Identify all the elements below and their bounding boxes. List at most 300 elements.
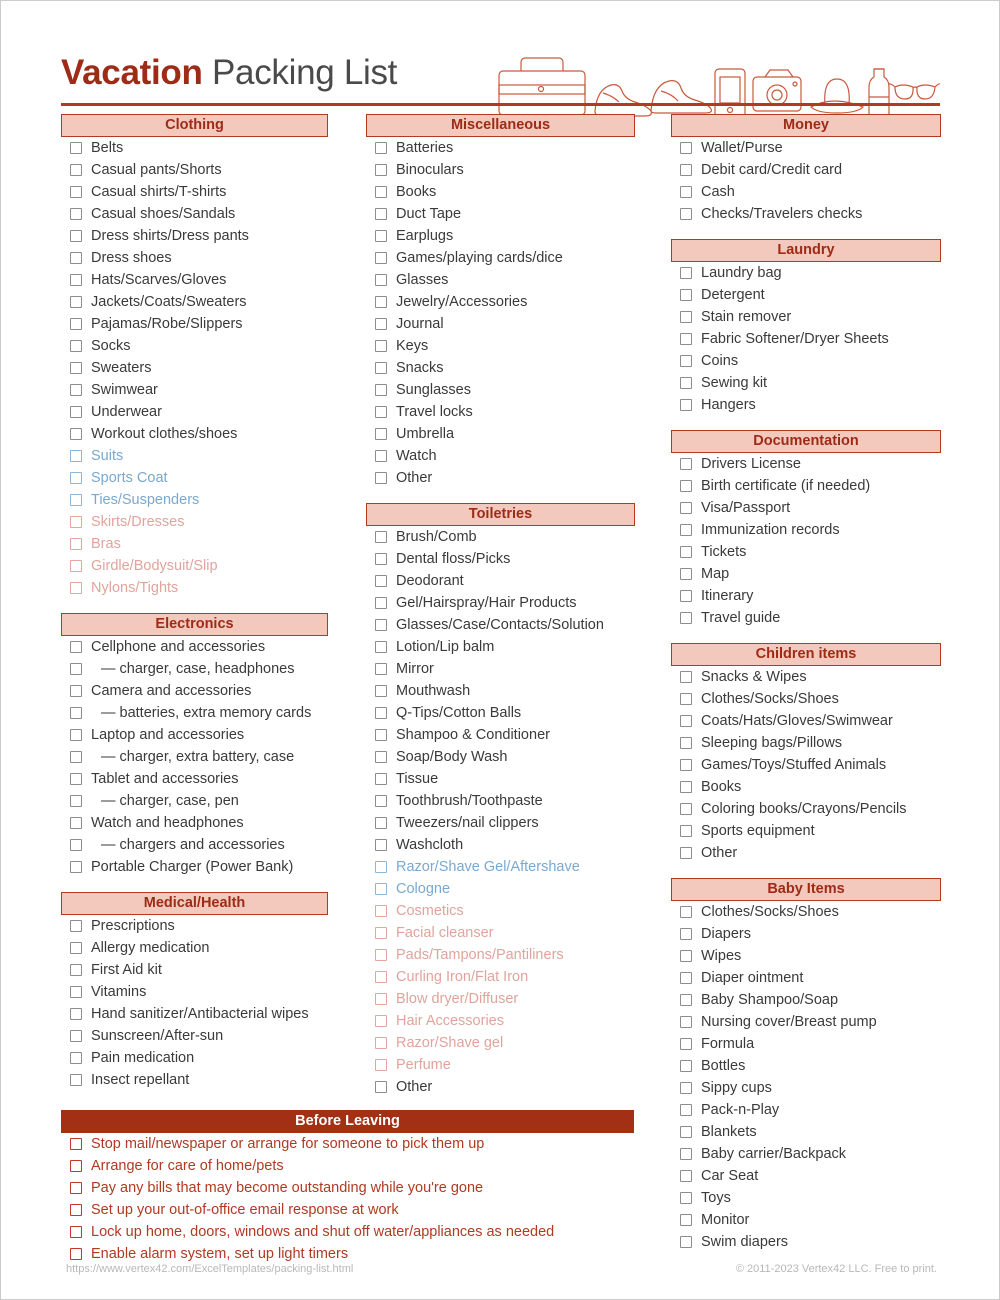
checkbox-icon[interactable] [70,942,82,954]
checklist-item[interactable] [61,915,328,937]
checkbox-icon[interactable] [680,546,692,558]
checklist-item[interactable] [61,225,328,247]
checkbox-icon[interactable] [680,502,692,514]
checklist [671,666,941,864]
checkbox-icon[interactable] [70,729,82,741]
checklist-item[interactable] [671,350,941,372]
page-header [61,31,941,103]
checklist-item[interactable] [366,834,635,856]
checkbox-icon[interactable] [680,208,692,220]
checklist-item[interactable] [61,401,328,423]
checklist-item[interactable] [61,834,328,856]
checkbox-icon[interactable] [375,993,387,1005]
checkbox-icon[interactable] [680,1038,692,1050]
checkbox-icon[interactable] [680,355,692,367]
checklist-item[interactable] [671,967,941,989]
checklist-item[interactable] [671,394,941,416]
checklist-item[interactable] [671,541,941,563]
checklist-item[interactable] [671,1033,941,1055]
checkbox-icon[interactable] [70,1008,82,1020]
checkbox-icon[interactable] [680,1082,692,1094]
checklist-item[interactable] [61,137,328,159]
checklist-item[interactable] [366,988,635,1010]
checkbox-icon[interactable] [375,685,387,697]
checklist-item[interactable] [366,467,635,489]
checklist-item[interactable] [366,357,635,379]
checkbox-icon[interactable] [680,1170,692,1182]
checklist-item-label: Razor/Shave Gel/Aftershave [396,859,580,875]
checklist-item[interactable] [671,585,941,607]
checkbox-icon[interactable] [375,575,387,587]
checklist-item-label: Bras [91,536,121,552]
checklist-item[interactable] [61,768,328,790]
checklist-item[interactable] [366,247,635,269]
checklist-item[interactable] [671,710,941,732]
checklist-item[interactable] [671,776,941,798]
checklist-item[interactable] [61,313,328,335]
checkbox-icon[interactable] [680,1236,692,1248]
checklist-item[interactable] [671,475,941,497]
checklist-item[interactable] [366,592,635,614]
checklist-item[interactable] [671,372,941,394]
page-title-rest: Packing List [202,53,398,92]
checklist-item[interactable] [671,820,941,842]
checklist-item[interactable] [671,306,941,328]
checklist-item[interactable] [366,944,635,966]
checklist-item[interactable] [366,1076,635,1098]
checkbox-icon[interactable] [375,839,387,851]
checkbox-icon[interactable] [680,524,692,536]
checklist-item[interactable] [61,423,328,445]
checklist-item[interactable] [61,291,328,313]
checklist-item[interactable] [61,203,328,225]
checkbox-icon[interactable] [375,1015,387,1027]
checkbox-icon[interactable] [375,428,387,440]
checkbox-icon[interactable] [680,333,692,345]
checklist-item[interactable] [671,453,941,475]
checklist-item-label: Tissue [396,771,439,787]
checklist-item[interactable] [61,379,328,401]
checklist [366,526,635,1098]
checklist-item[interactable] [671,688,941,710]
checkbox-icon[interactable] [70,773,82,785]
checkbox-icon[interactable] [70,164,82,176]
checklist-item[interactable] [366,702,635,724]
checkbox-icon[interactable] [375,472,387,484]
checkbox-icon[interactable] [375,362,387,374]
checkbox-icon[interactable] [70,817,82,829]
checklist-item[interactable] [671,989,941,1011]
checkbox-icon[interactable] [680,781,692,793]
checkbox-icon[interactable] [375,531,387,543]
checklist-item[interactable] [671,497,941,519]
checkbox-icon[interactable] [70,795,82,807]
checkbox-icon[interactable] [70,1052,82,1064]
checkbox-icon[interactable] [680,803,692,815]
checklist-item[interactable] [671,732,941,754]
checkbox-icon[interactable] [375,663,387,675]
checkbox-icon[interactable] [70,986,82,998]
checkbox-icon[interactable] [680,1060,692,1072]
checklist-item[interactable] [671,1055,941,1077]
checkbox-icon[interactable] [70,1030,82,1042]
checklist-item[interactable] [61,981,328,1003]
checkbox-icon[interactable] [680,906,692,918]
checkbox-icon[interactable] [70,1248,82,1260]
checkbox-icon[interactable] [375,1037,387,1049]
checkbox-icon[interactable] [70,494,82,506]
checkbox-icon[interactable] [680,1016,692,1028]
checklist-item[interactable] [61,702,328,724]
checkbox-icon[interactable] [70,751,82,763]
checkbox-icon[interactable] [680,671,692,683]
checklist-item[interactable] [61,1025,328,1047]
checkbox-icon[interactable] [70,920,82,932]
checklist-item[interactable] [366,1032,635,1054]
checklist-item-label: Facial cleanser [396,925,494,941]
checklist-item[interactable] [366,636,635,658]
checklist-item[interactable] [671,901,941,923]
checklist-item[interactable] [61,269,328,291]
checklist-item[interactable] [61,1003,328,1025]
checklist-item[interactable] [61,181,328,203]
checklist-item[interactable] [366,269,635,291]
checkbox-icon[interactable] [375,619,387,631]
checklist-item[interactable] [366,291,635,313]
checklist-item[interactable] [671,262,941,284]
checkbox-icon[interactable] [375,927,387,939]
checklist-item[interactable] [61,636,328,658]
checkbox-icon[interactable] [375,641,387,653]
checklist-item[interactable] [366,335,635,357]
checklist-item[interactable] [366,790,635,812]
checklist-item[interactable] [61,1155,634,1177]
checklist-item[interactable] [366,1010,635,1032]
checkbox-icon[interactable] [680,1214,692,1226]
checkbox-icon[interactable] [70,1226,82,1238]
checklist-item[interactable] [366,922,635,944]
checkbox-icon[interactable] [375,751,387,763]
checklist-item[interactable] [366,570,635,592]
checkbox-icon[interactable] [70,964,82,976]
checklist-item-label: Cellphone and accessories [91,639,266,655]
checklist-item[interactable] [366,658,635,680]
checkbox-icon[interactable] [375,450,387,462]
checklist-item[interactable] [366,812,635,834]
checkbox-icon[interactable] [375,795,387,807]
checkbox-icon[interactable] [70,186,82,198]
checkbox-icon[interactable] [680,994,692,1006]
section-heading: Miscellaneous [366,114,635,137]
checkbox-icon[interactable] [680,972,692,984]
checklist-item[interactable] [366,900,635,922]
checkbox-icon[interactable] [70,472,82,484]
checkbox-icon[interactable] [70,641,82,653]
checkbox-icon[interactable] [680,1126,692,1138]
checkbox-icon[interactable] [680,164,692,176]
checkbox-icon[interactable] [70,406,82,418]
checklist-item-label: Formula [701,1036,755,1052]
checklist-item[interactable] [671,842,941,864]
checklist-item-label: — charger, case, pen [101,793,239,809]
checkbox-icon[interactable] [375,1081,387,1093]
checkbox-icon[interactable] [375,707,387,719]
checklist-item-label: Swimwear [91,382,158,398]
checkbox-icon[interactable] [70,362,82,374]
checklist-item[interactable] [671,203,941,225]
checklist-item-label: Pay any bills that may become outstanding while you're gone [91,1180,484,1196]
checklist-item-label: Travel guide [701,610,781,626]
checklist-item[interactable] [61,1221,634,1243]
checkbox-icon[interactable] [375,230,387,242]
checkbox-icon[interactable] [70,252,82,264]
checklist-item[interactable] [671,923,941,945]
checklist-item[interactable] [366,768,635,790]
checklist-item[interactable] [366,746,635,768]
checklist-item[interactable] [366,137,635,159]
checklist-item[interactable] [366,878,635,900]
checklist-item[interactable] [61,1243,634,1265]
checklist-item[interactable] [366,181,635,203]
checkbox-icon[interactable] [680,590,692,602]
checkbox-icon[interactable] [680,458,692,470]
checklist-item[interactable] [671,1231,941,1253]
checkbox-icon[interactable] [680,377,692,389]
checkbox-icon[interactable] [375,296,387,308]
checklist-item[interactable] [366,614,635,636]
checkbox-icon[interactable] [680,1192,692,1204]
checkbox-icon[interactable] [70,685,82,697]
checklist-item[interactable] [61,680,328,702]
checkbox-icon[interactable] [680,847,692,859]
checklist-item[interactable] [61,1199,634,1221]
checkbox-icon[interactable] [70,428,82,440]
checklist-item[interactable] [61,445,328,467]
checklist-item-label: Pack-n-Play [701,1102,780,1118]
checkbox-icon[interactable] [680,1148,692,1160]
checkbox-icon[interactable] [375,861,387,873]
checklist-item[interactable] [366,548,635,570]
checklist-item[interactable] [61,856,328,878]
checklist-item[interactable] [366,856,635,878]
checklist-item[interactable] [366,445,635,467]
checkbox-icon[interactable] [375,164,387,176]
checklist-item-label: Stop mail/newspaper or arrange for someone to pick them up [91,1136,485,1152]
checkbox-icon[interactable] [70,230,82,242]
checklist-item[interactable] [61,937,328,959]
checkbox-icon[interactable] [680,928,692,940]
checklist-item[interactable] [61,577,328,599]
checklist-item-label: Wallet/Purse [701,140,783,156]
checklist-item[interactable] [366,680,635,702]
checklist-item[interactable] [61,467,328,489]
checkbox-icon[interactable] [375,252,387,264]
checkbox-icon[interactable] [70,538,82,550]
checklist-item[interactable] [671,181,941,203]
checklist-item[interactable] [61,790,328,812]
checklist-item[interactable] [366,159,635,181]
checkbox-icon[interactable] [375,971,387,983]
checklist-item-label: Other [396,470,433,486]
checklist-item-label: Hangers [701,397,756,413]
checklist-item[interactable] [61,335,328,357]
checkbox-icon[interactable] [70,1074,82,1086]
checklist-item-label: — charger, extra battery, case [101,749,295,765]
checkbox-icon[interactable] [70,1182,82,1194]
checklist-item[interactable] [61,357,328,379]
checkbox-icon[interactable] [680,568,692,580]
checklist-item[interactable] [61,247,328,269]
checklist-item[interactable] [61,959,328,981]
checkbox-icon[interactable] [680,480,692,492]
checkbox-icon[interactable] [680,759,692,771]
checklist-item[interactable] [671,1121,941,1143]
checklist-item[interactable] [61,1177,634,1199]
checkbox-icon[interactable] [375,208,387,220]
checkbox-icon[interactable] [375,553,387,565]
checklist-item-label: Other [396,1079,433,1095]
checklist-item-label: Hair Accessories [396,1013,504,1029]
checklist-item[interactable] [671,519,941,541]
checkbox-icon[interactable] [70,384,82,396]
footer-url[interactable]: https://www.vertex42.com/ExcelTemplates/packing-list.html [66,1263,354,1275]
checkbox-icon[interactable] [680,289,692,301]
checkbox-icon[interactable] [375,773,387,785]
checklist-item[interactable] [61,658,328,680]
section-heading-before-leaving: Before Leaving [61,1110,634,1133]
checklist-item[interactable] [671,666,941,688]
checklist-item[interactable] [671,1143,941,1165]
checklist-item[interactable] [61,812,328,834]
checkbox-icon[interactable] [680,399,692,411]
checklist [671,137,941,225]
checklist-item[interactable] [671,1209,941,1231]
checklist-item[interactable] [61,724,328,746]
checkbox-icon[interactable] [70,318,82,330]
checkbox-icon[interactable] [680,267,692,279]
checklist-item[interactable] [366,526,635,548]
checklist-item[interactable] [671,1187,941,1209]
checkbox-icon[interactable] [70,274,82,286]
checklist-item[interactable] [366,966,635,988]
checklist-item[interactable] [671,563,941,585]
checkbox-icon[interactable] [680,311,692,323]
checklist-item-label: Earplugs [396,228,454,244]
checklist-item[interactable] [671,328,941,350]
checklist-item[interactable] [61,1047,328,1069]
checklist-item[interactable] [61,533,328,555]
checkbox-icon[interactable] [70,663,82,675]
checkbox-icon[interactable] [680,142,692,154]
checkbox-icon[interactable] [375,905,387,917]
checklist-item[interactable] [671,137,941,159]
checkbox-icon[interactable] [375,883,387,895]
checkbox-icon[interactable] [70,516,82,528]
checkbox-icon[interactable] [375,274,387,286]
checklist-item-label: Sports equipment [701,823,815,839]
checkbox-icon[interactable] [375,949,387,961]
checkbox-icon[interactable] [680,612,692,624]
checkbox-icon[interactable] [375,729,387,741]
checkbox-icon[interactable] [375,597,387,609]
checklist-item[interactable] [61,1133,634,1155]
checkbox-icon[interactable] [375,1059,387,1071]
checkbox-icon[interactable] [70,707,82,719]
checkbox-icon[interactable] [70,1160,82,1172]
checklist-item[interactable] [671,284,941,306]
checklist-item[interactable] [671,1165,941,1187]
checkbox-icon[interactable] [680,825,692,837]
checkbox-icon[interactable] [680,950,692,962]
checklist-item[interactable] [61,555,328,577]
checkbox-icon[interactable] [70,861,82,873]
checklist-item-label: Blankets [701,1124,757,1140]
checklist-item[interactable] [61,746,328,768]
checklist-item[interactable] [61,159,328,181]
checkbox-icon[interactable] [70,208,82,220]
checklist-item-label: Birth certificate (if needed) [701,478,871,494]
checkbox-icon[interactable] [680,715,692,727]
checkbox-icon[interactable] [375,186,387,198]
checklist [671,262,941,416]
checkbox-icon[interactable] [680,693,692,705]
checklist-item-label: Checks/Travelers checks [701,206,863,222]
checkbox-icon[interactable] [375,406,387,418]
checklist-item[interactable] [671,1011,941,1033]
checklist-item-label: Monitor [701,1212,750,1228]
checklist-item[interactable] [366,401,635,423]
checklist-item[interactable] [61,1069,328,1091]
checkbox-icon[interactable] [375,384,387,396]
before-leaving-list [61,1133,634,1265]
checkbox-icon[interactable] [70,142,82,154]
before-leaving-block [61,1110,634,1265]
checkbox-icon[interactable] [375,340,387,352]
checkbox-icon[interactable] [70,582,82,594]
checklist-item[interactable] [671,798,941,820]
checklist-item[interactable] [671,1077,941,1099]
checklist-item[interactable] [366,379,635,401]
checklist-item[interactable] [366,313,635,335]
checkbox-icon[interactable] [70,1138,82,1150]
checkbox-icon[interactable] [375,817,387,829]
checkbox-icon[interactable] [680,737,692,749]
checkbox-icon[interactable] [70,296,82,308]
checklist-item[interactable] [366,423,635,445]
checklist-item[interactable] [366,1054,635,1076]
checklist-item-label: First Aid kit [91,962,162,978]
checklist-item[interactable] [671,1099,941,1121]
checklist-item[interactable] [61,511,328,533]
checklist-item[interactable] [366,203,635,225]
checkbox-icon[interactable] [375,318,387,330]
checklist-item[interactable] [671,754,941,776]
checkbox-icon[interactable] [70,560,82,572]
checklist-item[interactable] [671,159,941,181]
checkbox-icon[interactable] [70,1204,82,1216]
checkbox-icon[interactable] [375,142,387,154]
checklist-item[interactable] [671,607,941,629]
checklist-item[interactable] [366,724,635,746]
checklist-item[interactable] [671,945,941,967]
checklist-item[interactable] [366,225,635,247]
checkbox-icon[interactable] [680,1104,692,1116]
checkbox-icon[interactable] [70,839,82,851]
checkbox-icon[interactable] [70,340,82,352]
checkbox-icon[interactable] [680,186,692,198]
checklist-item[interactable] [61,489,328,511]
checkbox-icon[interactable] [70,450,82,462]
